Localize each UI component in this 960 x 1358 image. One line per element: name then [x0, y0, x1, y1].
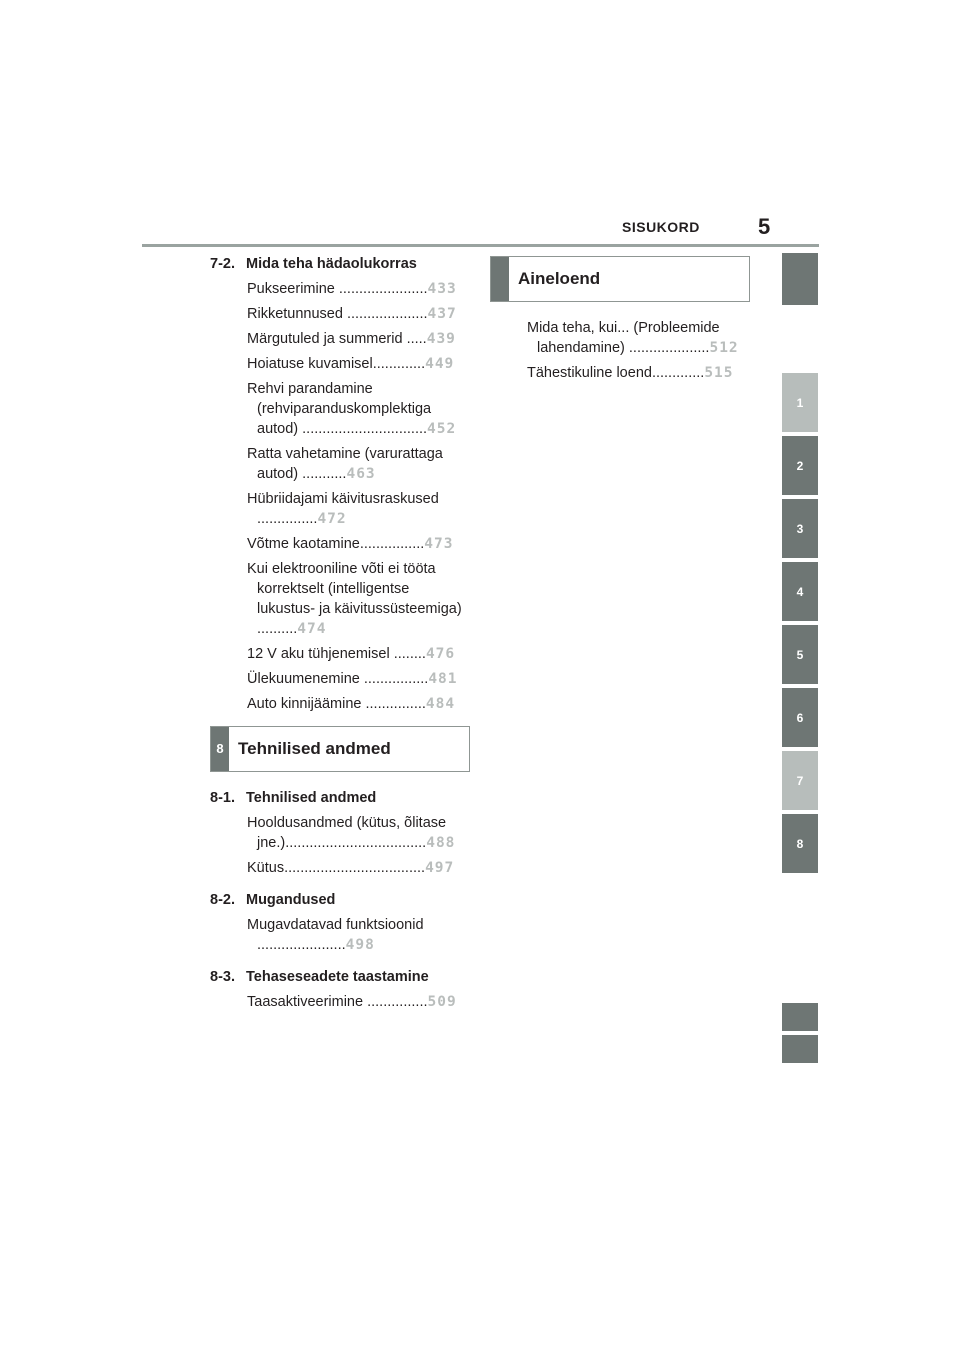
entry-page[interactable]: 488: [426, 835, 456, 851]
toc-entry[interactable]: [247, 489, 470, 529]
section-number: 7-2.: [210, 256, 235, 272]
toc-entry[interactable]: [247, 559, 470, 639]
toc-entry[interactable]: [247, 644, 470, 664]
entry-text: Hübriidajami käivitusraskused ...............: [247, 491, 439, 527]
chapter-tab: 8: [211, 727, 229, 771]
section-heading-7-2: [210, 254, 470, 274]
entry-text: Mida teha, kui... (Probleemide lahendamine) ....................: [527, 320, 720, 356]
toc-entry[interactable]: [247, 534, 470, 554]
entry-text: Ratta vahetamine (varurattaga autod) ...........: [247, 446, 443, 482]
toc-entry[interactable]: [247, 304, 470, 324]
toc-entry[interactable]: [247, 379, 470, 439]
toc-entry[interactable]: [247, 669, 470, 689]
entry-text: Hoiatuse kuvamisel.............: [247, 356, 426, 372]
toc-column-right: [490, 256, 752, 383]
entry-page[interactable]: 463: [346, 466, 376, 482]
section-title: Mugandused: [246, 892, 336, 908]
entry-text: Hooldusandmed (kütus, õlitase jne.)...................................: [247, 815, 447, 851]
side-tab-7[interactable]: 7: [782, 751, 818, 810]
side-tab-4[interactable]: 4: [782, 562, 818, 621]
section-heading-8-2: [210, 890, 470, 910]
section-number: 8-2.: [210, 892, 235, 908]
toc-entry[interactable]: [247, 354, 470, 374]
side-tab-blank[interactable]: [782, 253, 818, 305]
entry-page[interactable]: 452: [427, 421, 457, 437]
chapter-8-header: [210, 726, 470, 772]
entry-page[interactable]: 484: [425, 696, 456, 712]
entry-page[interactable]: 498: [345, 937, 375, 953]
toc-entry[interactable]: [247, 329, 470, 349]
entry-page[interactable]: 473: [424, 536, 454, 552]
toc-entry[interactable]: [247, 444, 470, 484]
side-tab-blank[interactable]: [782, 1035, 818, 1063]
toc-entry[interactable]: [527, 318, 752, 358]
toc-column-left: [210, 254, 470, 1012]
entry-text: Ülekuumenemine ................: [247, 671, 429, 687]
side-tab-3[interactable]: 3: [782, 499, 818, 558]
entry-text: Kui elektrooniline võti ei tööta korrektselt (intelligentse lukustus- ja käivitussüsteemiga) ..........: [247, 561, 462, 637]
entry-page[interactable]: 449: [425, 356, 455, 372]
toc-entry[interactable]: [247, 813, 470, 853]
section-title: Tehnilised andmed: [246, 790, 377, 806]
entry-page[interactable]: 476: [425, 646, 456, 662]
section-heading-8-3: [210, 967, 470, 987]
chapter-title: Aineloend: [518, 269, 601, 288]
section-number: 8-3.: [210, 969, 235, 985]
entry-page[interactable]: 472: [317, 511, 347, 527]
toc-entry[interactable]: [247, 915, 470, 955]
page-number: 5: [758, 214, 771, 239]
entry-page[interactable]: 433: [427, 281, 457, 297]
entry-text: Rehvi parandamine (rehviparanduskomplektiga autod) ...............................: [247, 381, 432, 437]
side-tab-8[interactable]: 8: [782, 814, 818, 873]
entry-page[interactable]: 481: [428, 671, 458, 687]
section-title: Tehaseseadete taastamine: [246, 969, 429, 985]
section-number: 8-1.: [210, 790, 235, 806]
entry-text: Võtme kaotamine................: [247, 536, 425, 552]
entry-text: Märgutuled ja summerid .....: [247, 331, 427, 347]
entry-text: Kütus...................................: [247, 860, 426, 876]
toc-entry[interactable]: [247, 992, 470, 1012]
side-tab-1[interactable]: 1: [782, 373, 818, 432]
chapter-title: Tehnilised andmed: [238, 739, 391, 758]
section-title: Mida teha hädaolukorras: [246, 256, 417, 272]
entry-text: Taasaktiveerimine ...............: [247, 994, 428, 1010]
toc-entry[interactable]: [527, 363, 752, 383]
entry-text: 12 V aku tühjenemisel ........: [247, 646, 426, 662]
index-header: [490, 256, 750, 302]
entry-page[interactable]: 512: [709, 340, 739, 356]
toc-entry[interactable]: [247, 694, 470, 714]
entry-page[interactable]: 515: [704, 365, 734, 381]
entry-page[interactable]: 437: [427, 306, 457, 322]
header-rule: [142, 244, 819, 247]
side-tab-blank[interactable]: [782, 1003, 818, 1031]
entry-text: Tähestikuline loend.............: [527, 365, 705, 381]
entry-page[interactable]: 509: [427, 994, 457, 1010]
entry-page[interactable]: 474: [297, 621, 327, 637]
toc-entry[interactable]: [247, 858, 470, 878]
entry-text: Rikketunnused ....................: [247, 306, 428, 322]
side-tab-5[interactable]: 5: [782, 625, 818, 684]
entry-page[interactable]: 497: [425, 860, 455, 876]
side-tab-2[interactable]: 2: [782, 436, 818, 495]
chapter-tab: [491, 257, 509, 301]
entry-text: Pukseerimine ......................: [247, 281, 428, 297]
entry-text: Auto kinnijäämine ...............: [247, 696, 426, 712]
running-header-title: SISUKORD: [622, 219, 700, 235]
entry-page[interactable]: 439: [426, 331, 456, 347]
section-heading-8-1: [210, 788, 470, 808]
side-tab-6[interactable]: 6: [782, 688, 818, 747]
toc-entry[interactable]: [247, 279, 470, 299]
entry-text: Mugavdatavad funktsioonid ......................: [247, 917, 424, 953]
